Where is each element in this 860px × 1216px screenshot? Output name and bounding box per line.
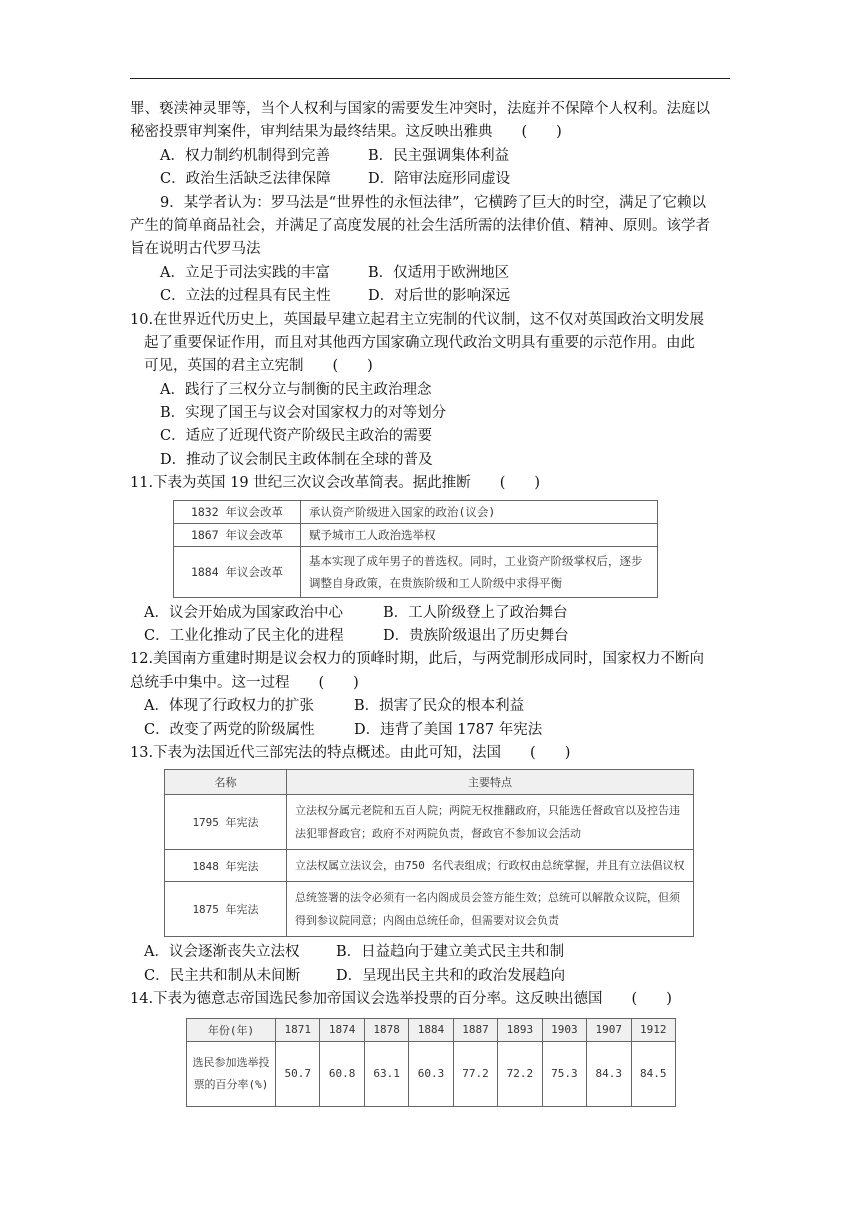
q8-option-c[interactable]: C．政治生活缺乏法律保障 (160, 171, 331, 188)
q10-option-c[interactable]: C．适应了近现代资产阶级民主政治的需要 (160, 428, 433, 445)
q11-option-a[interactable]: A．议会开始成为国家政治中心 (144, 604, 343, 621)
q9-stem-line-1: 9．某学者认为：罗马法是“世界性的永恒法律”，它横跨了巨大的时空，满足了它赖以 (160, 194, 707, 211)
q14-value-7: 75.3 (542, 1041, 586, 1106)
table-header-row (187, 1018, 676, 1041)
q8-option-b[interactable]: B．民主强调集体利益 (368, 147, 510, 164)
q12-option-d[interactable]: D．违背了美国 1787 年宪法 (354, 721, 543, 738)
q14-value-9: 84.5 (631, 1041, 676, 1106)
q9-stem-line-2: 产生的简单商品社会，并满足了高度发展的社会生活所需的法律价值、精神、原则。该学者 (130, 217, 710, 234)
q10-stem-line-1: 10.在世界近代历史上，英国最早建立起君主立宪制的代议制，这不仅对英国政治文明发展 (130, 311, 705, 328)
q13-row-1-name: 1795 年宪法 (165, 795, 287, 850)
table-header-row (165, 770, 694, 795)
q11-option-c[interactable]: C．工业化推动了民主化的进程 (144, 628, 344, 645)
q14-value-6: 72.2 (498, 1041, 542, 1106)
q11-row-1-desc: 承认资产阶级进入国家的政治(议会) (301, 500, 658, 523)
q14-value-5: 77.2 (453, 1041, 497, 1106)
q13-options-row-2 (130, 965, 736, 988)
q14-year-1: 1871 (276, 1018, 320, 1041)
q11-option-d[interactable]: D．贵族阶级退出了历史舞台 (383, 628, 569, 645)
q8-options-row-1 (130, 145, 736, 168)
q13-option-a[interactable]: A．议会逐渐丧失立法权 (144, 944, 300, 961)
q14-year-label: 年份(年) (187, 1018, 276, 1041)
q11-option-b[interactable]: B．工人阶级登上了政治舞台 (383, 604, 568, 621)
header-rule (130, 78, 730, 79)
q10-stem-line-3: 可见，英国的君主立宪制 ( ) (144, 358, 373, 375)
table-row (174, 523, 658, 546)
q8-options-row-2 (130, 168, 736, 191)
q8-stem-line-2: 秘密投票审判案件，审判结果为最终结果。这反映出雅典 ( ) (130, 124, 562, 141)
q13-header-features: 主要特点 (287, 770, 694, 795)
q14-year-6: 1893 (498, 1018, 542, 1041)
q9-option-b[interactable]: B．仅适用于欧洲地区 (368, 264, 510, 281)
q11-stem: 11.下表为英国 19 世纪三次议会改革简表。据此推断 ( ) (130, 475, 541, 492)
q11-options-row-2 (130, 625, 736, 648)
q11-row-2-desc: 赋予城市工人政治选举权 (301, 523, 658, 546)
q12-option-b[interactable]: B．损害了民众的根本利益 (354, 698, 525, 715)
q13-stem: 13.下表为法国近代三部宪法的特点概述。由此可知，法国 ( ) (130, 744, 571, 761)
q14-table (186, 1018, 676, 1107)
q13-header-name: 名称 (165, 770, 287, 795)
q13-option-b[interactable]: B．日益趋向于建立美式民主共和制 (336, 944, 565, 961)
q13-table (164, 769, 694, 937)
q14-rate-label: 选民参加选举投票的百分率(%) (187, 1041, 276, 1106)
q11-row-3-desc: 基本实现了成年男子的普选权。同时，工业资产阶级掌权后，逐步调整自身政策，在贵族阶级和工人阶级中求得平衡 (301, 546, 658, 597)
q13-row-2-name: 1848 年宪法 (165, 850, 287, 882)
q9-option-d[interactable]: D．对后世的影响深远 (368, 288, 511, 305)
q14-value-8: 84.3 (587, 1041, 631, 1106)
table-row (165, 850, 694, 882)
q11-options-row-1 (130, 602, 736, 625)
q14-year-7: 1903 (542, 1018, 586, 1041)
q12-option-a[interactable]: A．体现了行政权力的扩张 (144, 698, 314, 715)
q9-option-a[interactable]: A．立足于司法实践的丰富 (160, 264, 330, 281)
q14-value-4: 60.3 (409, 1041, 453, 1106)
q14-value-3: 63.1 (364, 1041, 408, 1106)
q13-option-d[interactable]: D．呈现出民主共和的政治发展趋向 (336, 967, 566, 984)
q8-stem-line-1: 罪、亵渎神灵罪等，当个人权利与国家的需要发生冲突时，法庭并不保障个人权利。法庭以 (130, 101, 710, 117)
q12-option-c[interactable]: C．改变了两党的阶级属性 (144, 721, 315, 738)
exam-page (130, 98, 736, 1111)
q9-options-row-2 (130, 285, 736, 308)
q11-row-1-name: 1832 年议会改革 (174, 500, 301, 523)
q14-year-3: 1878 (364, 1018, 408, 1041)
table-row (174, 500, 658, 523)
q12-options-row-1 (130, 695, 736, 718)
q13-row-1-desc: 立法权分属元老院和五百人院；两院无权推翻政府，只能选任督政官以及控告违法犯罪督政官；政府不对两院负责，督政官不参加议会活动 (287, 795, 694, 850)
q13-row-3-name: 1875 年宪法 (165, 882, 287, 937)
q14-year-9: 1912 (631, 1018, 676, 1041)
q8-option-a[interactable]: A．权力制约机制得到完善 (160, 147, 330, 164)
q10-stem-line-2: 起了重要保证作用，而且对其他西方国家确立现代政治文明具有重要的示范作用。由此 (144, 334, 695, 351)
q11-row-2-name: 1867 年议会改革 (174, 523, 301, 546)
table-row (187, 1041, 676, 1106)
table-row (165, 882, 694, 937)
q14-year-5: 1887 (453, 1018, 497, 1041)
q14-year-4: 1884 (409, 1018, 453, 1041)
q11-row-3-name: 1884 年议会改革 (174, 546, 301, 597)
q10-option-a[interactable]: A．践行了三权分立与制衡的民主政治理念 (160, 381, 432, 398)
q14-value-1: 50.7 (276, 1041, 320, 1106)
q13-row-3-desc: 总统签署的法令必须有一名内阁成员会签方能生效；总统可以解散众议院，但须得到参议院同意；内阁由总统任命，但需要对议会负责 (287, 882, 694, 937)
q14-year-2: 1874 (320, 1018, 364, 1041)
q14-year-8: 1907 (587, 1018, 631, 1041)
q8-option-d[interactable]: D．陪审法庭形同虚设 (368, 171, 511, 188)
q13-option-c[interactable]: C．民主共和制从未间断 (144, 967, 301, 984)
q12-options-row-2 (130, 719, 736, 742)
q13-options-row-1 (130, 941, 736, 964)
q14-stem: 14.下表为德意志帝国选民参加帝国议会选举投票的百分率。这反映出德国 ( ) (130, 991, 672, 1008)
q9-options-row-1 (130, 262, 736, 285)
table-row (174, 546, 658, 597)
q14-value-2: 60.8 (320, 1041, 364, 1106)
q12-stem-line-2: 总统手中集中。这一过程 ( ) (130, 674, 359, 691)
q13-row-2-desc: 立法权属立法议会，由750 名代表组成；行政权由总统掌握，并且有立法倡议权 (287, 850, 694, 882)
q12-stem-line-1: 12.美国南方重建时期是议会权力的顶峰时期，此后，与两党制形成同时，国家权力不断向 (130, 651, 705, 668)
table-row (165, 795, 694, 850)
q10-option-d[interactable]: D．推动了议会制民主政体制在全球的普及 (160, 451, 433, 468)
q9-option-c[interactable]: C．立法的过程具有民主性 (160, 288, 331, 305)
q10-option-b[interactable]: B．实现了国王与议会对国家权力的对等划分 (160, 405, 447, 422)
q11-table (173, 500, 658, 598)
q9-stem-line-3: 旨在说明古代罗马法 (130, 241, 261, 258)
